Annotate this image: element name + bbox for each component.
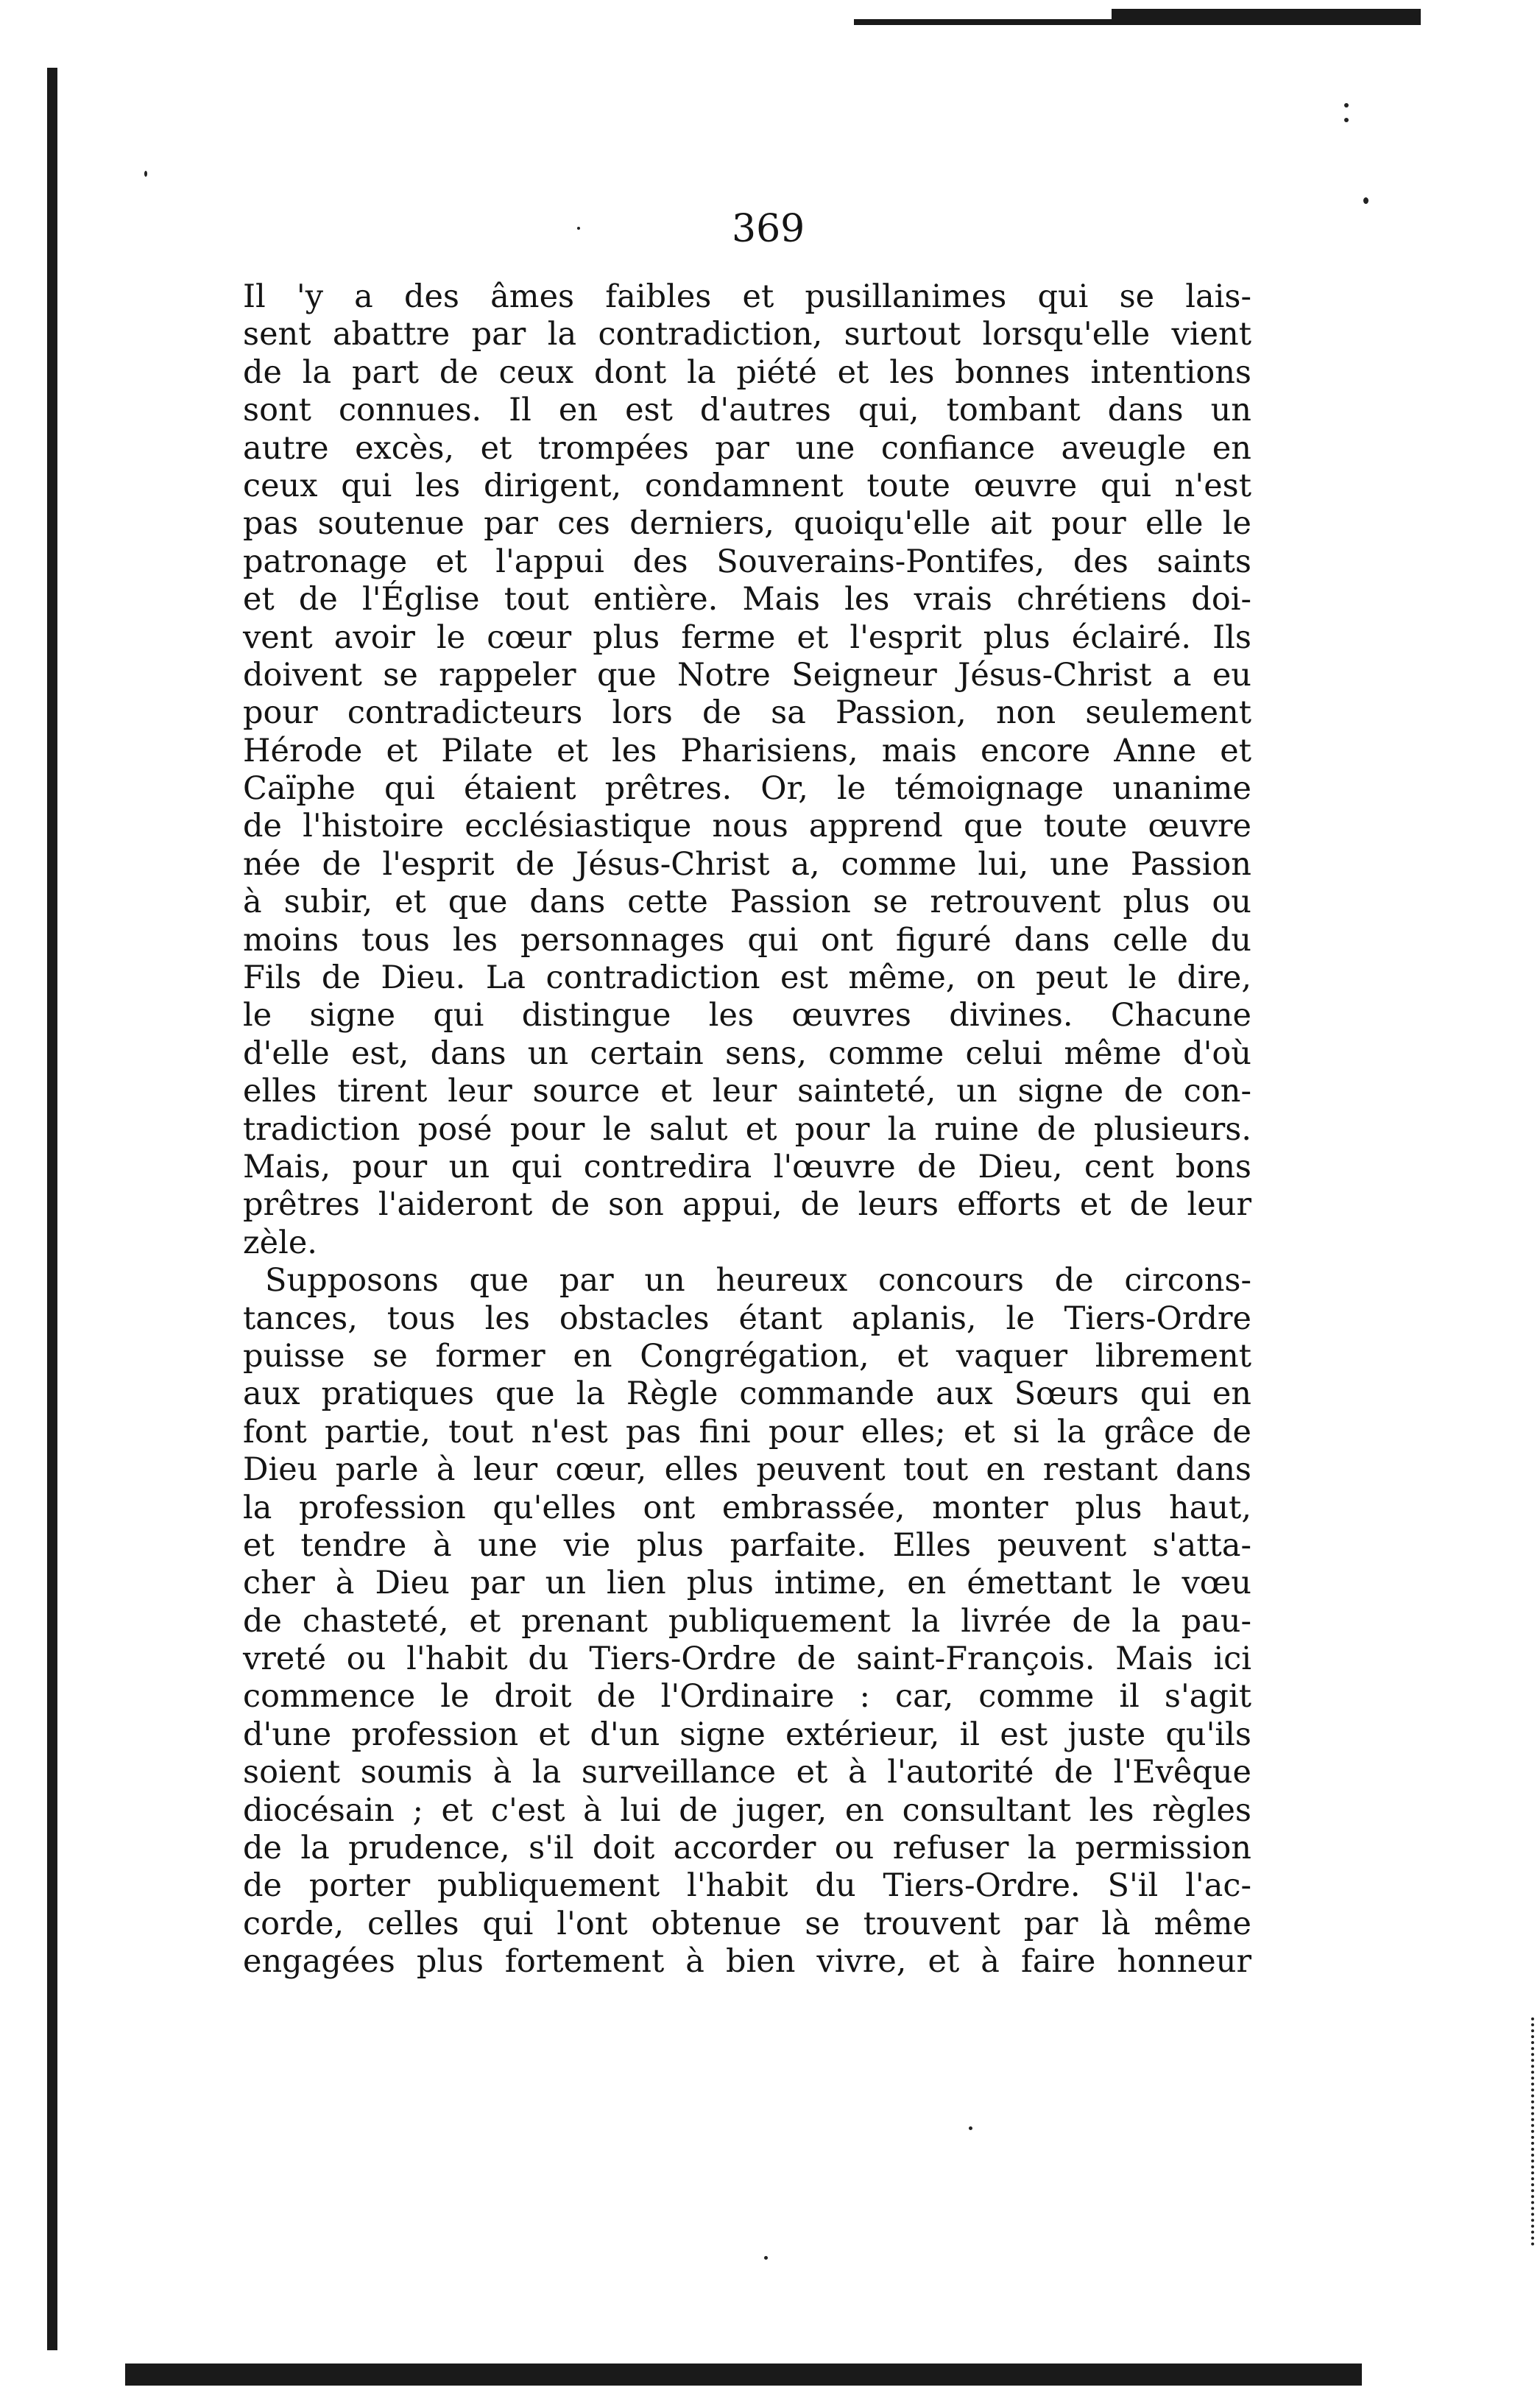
- text-line: sent abattre par la contradiction, surtout lorsqu'elle vient: [243, 316, 1251, 353]
- top-scan-rule: [854, 19, 1421, 25]
- text-line: née de l'esprit de Jésus-Christ a, comme lui, une Passion: [243, 845, 1251, 883]
- scan-speck: [1344, 103, 1349, 107]
- text-line: et de l'Église tout entière. Mais les vrais chrétiens doi-: [243, 581, 1251, 618]
- text-line: de la part de ceux dont la piété et les bonnes intentions: [243, 353, 1251, 391]
- text-line: d'une profession et d'un signe extérieur, il est juste qu'ils: [243, 1716, 1251, 1753]
- paragraph: [243, 1262, 1251, 1981]
- text-line: soient soumis à la surveillance et à l'autorité de l'Evêque: [243, 1754, 1251, 1791]
- text-line: corde, celles qui l'ont obtenue se trouvent par là même: [243, 1905, 1251, 1942]
- text-line: Supposons que par un heureux concours de circons-: [265, 1262, 1251, 1300]
- text-line: prêtres l'aideront de son appui, de leurs efforts et de leur: [243, 1186, 1251, 1224]
- text-line: Dieu parle à leur cœur, elles peuvent tout en restant dans: [243, 1451, 1251, 1489]
- text-line: Fils de Dieu. La contradiction est même, on peut le dire,: [243, 959, 1251, 997]
- scan-speck: [1363, 197, 1368, 204]
- text-line: sont connues. Il en est d'autres qui, tombant dans un: [243, 392, 1251, 429]
- scan-speck: [969, 2126, 972, 2130]
- text-line: patronage et l'appui des Souverains-Pontifes, des saints: [243, 543, 1251, 580]
- text-line: commence le droit de l'Ordinaire : car, comme il s'agit: [243, 1678, 1251, 1716]
- bottom-scan-rule: [125, 2364, 1362, 2386]
- body-text: [243, 278, 1251, 1981]
- page-number: 369: [732, 207, 805, 251]
- text-line: pas soutenue par ces derniers, quoiqu'elle ait pour elle le: [243, 505, 1251, 543]
- text-line: tances, tous les obstacles étant aplanis, le Tiers-Ordre: [243, 1300, 1251, 1337]
- text-line: engagées plus fortement à bien vivre, et à faire honneur: [243, 1943, 1251, 1981]
- text-line: cher à Dieu par un lien plus intime, en émettant le vœu: [243, 1565, 1251, 1602]
- text-line: moins tous les personnages qui ont figuré dans celle du: [243, 921, 1251, 959]
- text-line: de l'histoire ecclésiastique nous apprend que toute œuvre: [243, 808, 1251, 845]
- text-line: ceux qui les dirigent, condamnent toute œuvre qui n'est: [243, 467, 1251, 504]
- text-line: de porter publiquement l'habit du Tiers-Ordre. S'il l'ac-: [243, 1867, 1251, 1905]
- text-line: de la prudence, s'il doit accorder ou refuser la permission: [243, 1830, 1251, 1867]
- text-line: vent avoir le cœur plus ferme et l'esprit plus éclairé. Ils: [243, 618, 1251, 656]
- scan-speck: [577, 227, 580, 230]
- text-line: zèle.: [243, 1224, 317, 1261]
- text-line: aux pratiques que la Règle commande aux Sœurs qui en: [243, 1375, 1251, 1413]
- paragraph: [243, 278, 1251, 1262]
- text-line: et tendre à une vie plus parfaite. Elles peuvent s'atta-: [243, 1526, 1251, 1564]
- text-line: d'elle est, dans un certain sens, comme celui même d'où: [243, 1034, 1251, 1072]
- left-margin-bar: [47, 68, 57, 2350]
- text-line: tradiction posé pour le salut et pour la ruine de plusieurs.: [243, 1110, 1251, 1148]
- right-edge-marks: [1531, 2017, 1539, 2246]
- text-line: le signe qui distingue les œuvres divines. Chacune: [243, 997, 1251, 1034]
- text-line: à subir, et que dans cette Passion se retrouvent plus ou: [243, 884, 1251, 921]
- text-line: de chasteté, et prenant publiquement la livrée de la pau-: [243, 1602, 1251, 1640]
- text-line: pour contradicteurs lors de sa Passion, non seulement: [243, 694, 1251, 732]
- text-line: font partie, tout n'est pas fini pour elles; et si la grâce de: [243, 1413, 1251, 1450]
- text-line: vreté ou l'habit du Tiers-Ordre de saint-François. Mais ici: [243, 1640, 1251, 1678]
- text-line: autre excès, et trompées par une confiance aveugle en: [243, 429, 1251, 467]
- text-line: Hérode et Pilate et les Pharisiens, mais encore Anne et: [243, 732, 1251, 769]
- text-line: puisse se former en Congrégation, et vaquer librement: [243, 1337, 1251, 1375]
- text-line: Mais, pour un qui contredira l'œuvre de Dieu, cent bons: [243, 1148, 1251, 1185]
- text-line: elles tirent leur source et leur sainteté, un signe de con-: [243, 1073, 1251, 1110]
- scan-speck: [1344, 118, 1349, 122]
- text-line: doivent se rappeler que Notre Seigneur Jésus-Christ a eu: [243, 656, 1251, 694]
- text-line: diocésain ; et c'est à lui de juger, en consultant les règles: [243, 1791, 1251, 1829]
- text-line: Il 'y a des âmes faibles et pusillanimes qui se lais-: [243, 278, 1251, 315]
- scan-speck: [144, 171, 147, 177]
- text-line: Caïphe qui étaient prêtres. Or, le témoignage unanime: [243, 770, 1251, 808]
- scan-speck: [764, 2256, 768, 2260]
- text-line: la profession qu'elles ont embrassée, monter plus haut,: [243, 1489, 1251, 1526]
